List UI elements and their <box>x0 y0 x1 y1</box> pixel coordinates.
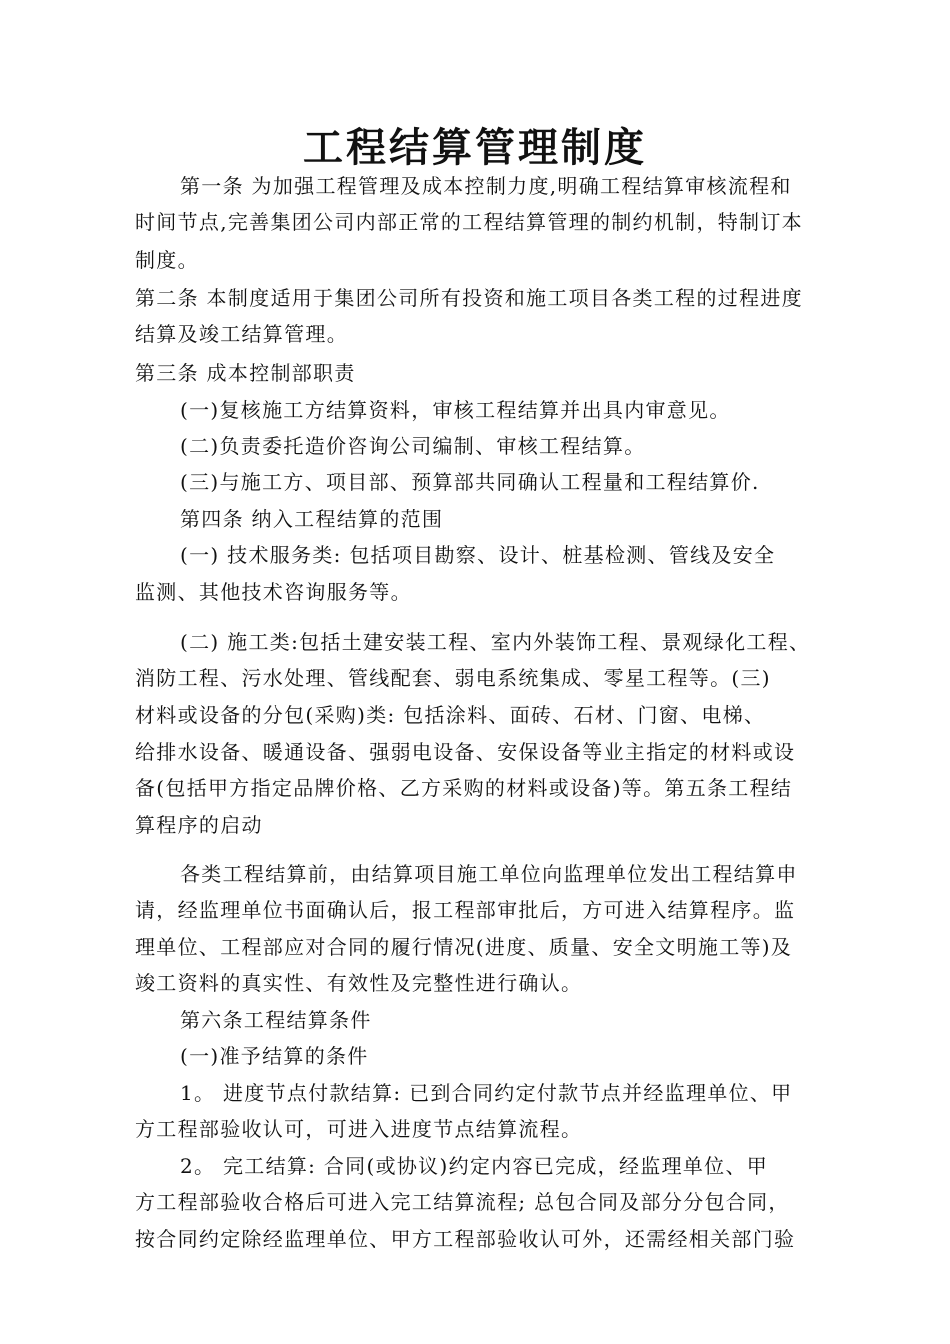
article-4-item-1-line-1: (一) 技术服务类: 包括项目勘察、设计、桩基检测、管线及安全 <box>180 543 776 567</box>
article-6-section-1: (一)准予结算的条件 <box>180 1044 369 1068</box>
article-6-item-1-line-2: 方工程部验收认可，可进入进度节点结算流程。 <box>135 1117 583 1141</box>
article-3-item-3: (三)与施工方、项目部、预算部共同确认工程量和工程结算价. <box>180 470 760 494</box>
article-5-body-line-4: 竣工资料的真实性、有效性及完整性进行确认。 <box>135 971 583 995</box>
article-6-item-2-line-3: 按合同约定除经监理单位、甲方工程部验收认可外，还需经相关部门验 <box>135 1227 796 1251</box>
article-1-line-2: 时间节点,完善集团公司内部正常的工程结算管理的制约机制，特制订本 <box>135 210 803 234</box>
article-4-item-1-line-2: 监测、其他技术咨询服务等。 <box>135 580 412 604</box>
article-3-item-2: (二)负责委托造价咨询公司编制、审核工程结算。 <box>180 434 646 458</box>
article-1-line-1: 第一条 为加强工程管理及成本控制力度,明确工程结算审核流程和 <box>180 174 792 198</box>
article-6-item-1-line-1: 1。 进度节点付款结算: 已到合同约定付款节点并经监理单位、甲 <box>180 1081 793 1105</box>
article-4-heading: 第四条 纳入工程结算的范围 <box>180 507 444 531</box>
document-title: 工程结算管理制度 <box>303 125 647 171</box>
article-6-heading: 第六条工程结算条件 <box>180 1008 372 1032</box>
article-4-item-2-line-1: (二) 施工类:包括土建安装工程、室内外装饰工程、景观绿化工程、 <box>180 630 811 654</box>
article-3-heading: 第三条 成本控制部职责 <box>135 361 356 385</box>
article-6-item-2-line-1: 2。 完工结算: 合同(或协议)约定内容已完成，经监理单位、甲 <box>180 1154 769 1178</box>
article-5-body-line-2: 请，经监理单位书面确认后，报工程部审批后，方可进入结算程序。监 <box>135 898 796 922</box>
article-5-body-line-1: 各类工程结算前，由结算项目施工单位向监理单位发出工程结算申 <box>180 862 798 886</box>
article-3-item-1: (一)复核施工方结算资料，审核工程结算并出具内审意见。 <box>180 398 731 422</box>
article-2-line-2: 结算及竣工结算管理。 <box>135 322 348 346</box>
article-4-item-3-line-1: 材料或设备的分包(采购)类: 包括涂料、面砖、石材、门窗、电梯、 <box>135 703 766 727</box>
article-4-item-3-line-3: 备(包括甲方指定品牌价格、乙方采购的材料或设备)等。第五条工程结 <box>135 776 793 800</box>
article-4-item-2-line-2: 消防工程、污水处理、管线配套、弱电系统集成、零星工程等。(三) <box>135 666 771 690</box>
article-1-line-3: 制度。 <box>135 248 199 272</box>
article-5-heading-end: 算程序的启动 <box>135 813 263 837</box>
article-2-line-1: 第二条 本制度适用于集团公司所有投资和施工项目各类工程的过程进度 <box>135 286 803 310</box>
article-6-item-2-line-2: 方工程部验收合格后可进入完工结算流程; 总包合同及部分分包合同， <box>135 1190 790 1214</box>
article-5-body-line-3: 理单位、工程部应对合同的履行情况(进度、质量、安全文明施工等)及 <box>135 935 793 959</box>
article-4-item-3-line-2: 给排水设备、暖通设备、强弱电设备、安保设备等业主指定的材料或设 <box>135 740 796 764</box>
